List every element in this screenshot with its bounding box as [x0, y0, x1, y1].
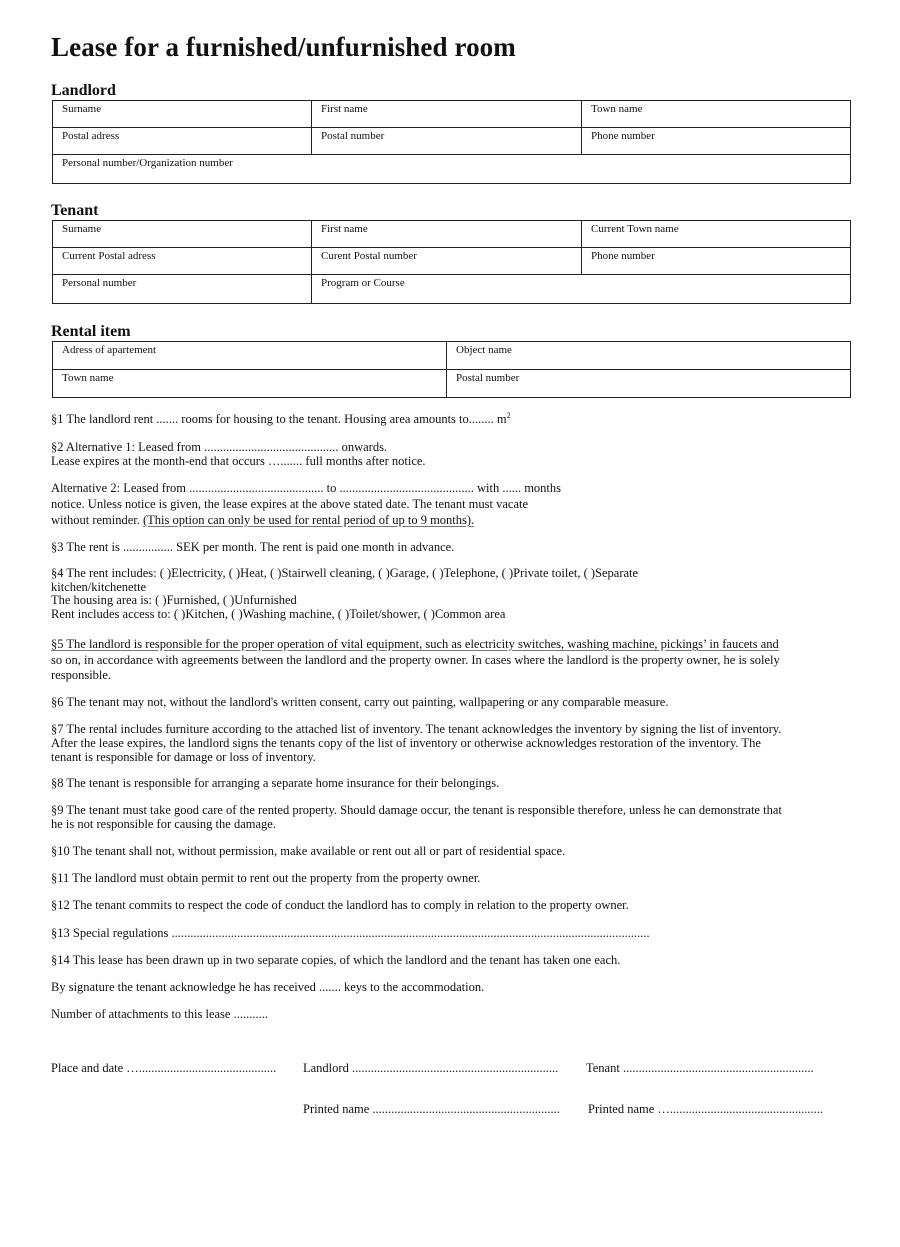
clause-11: §11 The landlord must obtain permit to rent out the property from the property owner. [51, 871, 481, 885]
alt2-line-3a: without reminder. [51, 513, 143, 527]
alt2-line-1: Alternative 2: Leased from ........................................... to ........................................... with ...... months [51, 481, 562, 495]
clause-2-line-2: Lease expires at the month-end that occurs …....... full months after notice. [51, 454, 426, 468]
attachments-count: Number of attachments to this lease ........... [51, 1007, 268, 1021]
tenant-table [52, 220, 851, 304]
clause-14: §14 This lease has been drawn up in two separate copies, of which the landlord and the tenant has taken one each. [51, 953, 621, 967]
clause-1 [51, 412, 851, 426]
landlord-town-name-field[interactable]: Town name [582, 101, 851, 128]
alt2-line-3b: (This option can only be used for rental period of up to 9 months). [143, 513, 475, 527]
clause-4-line-1: §4 The rent includes: ( )Electricity, ( )Heat, ( )Stairwell cleaning, ( )Garage, ( )Telephone, ( )Private toilet, ( )Separate [51, 566, 639, 580]
tenant-postal-number-field[interactable]: Curent Postal number [312, 248, 582, 275]
landlord-signature-line[interactable]: Landlord .................................................................. [303, 1061, 559, 1075]
landlord-heading: Landlord [51, 82, 116, 99]
tenant-postal-address-field[interactable]: Current Postal adress [53, 248, 312, 275]
clause-8: §8 The tenant is responsible for arranging a separate home insurance for their belongings. [51, 776, 500, 790]
clause-6: §6 The tenant may not, without the landlord's written consent, carry out painting, wallpapering or any comparable measure. [51, 695, 669, 709]
clause-4 [51, 567, 851, 621]
clause-9 [51, 803, 851, 831]
clause-1-sup: 2 [506, 411, 511, 420]
landlord-postal-address-field[interactable]: Postal adress [53, 128, 312, 155]
place-and-date-line[interactable]: Place and date …............................................ [51, 1061, 277, 1075]
tenant-program-field[interactable]: Program or Course [312, 275, 851, 304]
tenant-town-name-field[interactable]: Current Town name [582, 221, 851, 248]
clause-2-line-1: §2 Alternative 1: Leased from ........................................... onwards. [51, 440, 388, 454]
tenant-phone-field[interactable]: Phone number [582, 248, 851, 275]
tenant-surname-field[interactable]: Surname [53, 221, 312, 248]
tenant-printed-name-line[interactable]: Printed name …................................................. [588, 1102, 824, 1116]
alt2-line-2: notice. Unless notice is given, the lease expires at the above stated date. The tenant must vacate [51, 497, 529, 511]
landlord-printed-name-line[interactable]: Printed name ............................................................ [303, 1102, 560, 1116]
clause-5-line-3: responsible. [51, 668, 112, 682]
rental-item-heading: Rental item [51, 323, 131, 340]
tenant-personal-number-field[interactable]: Personal number [53, 275, 312, 304]
clause-4-line-3: The housing area is: ( )Furnished, ( )Unfurnished [51, 593, 297, 607]
clause-7-line-3: tenant is responsible for damage or loss of inventory. [51, 750, 316, 764]
landlord-surname-field[interactable]: Surname [53, 101, 312, 128]
clause-7 [51, 722, 851, 764]
tenant-signature-line[interactable]: Tenant ............................................................. [586, 1061, 814, 1075]
tenant-heading: Tenant [51, 202, 99, 219]
landlord-postal-number-field[interactable]: Postal number [312, 128, 582, 155]
clause-12: §12 The tenant commits to respect the code of conduct the landlord has to comply in relation to the property owner. [51, 898, 629, 912]
clause-2 [51, 440, 851, 468]
clause-4-line-4: Rent includes access to: ( )Kitchen, ( )Washing machine, ( )Toilet/shower, ( )Common area [51, 606, 506, 621]
landlord-phone-field[interactable]: Phone number [582, 128, 851, 155]
keys-acknowledgement: By signature the tenant acknowledge he has received ....... keys to the accommodation. [51, 980, 485, 994]
landlord-table [52, 100, 851, 184]
document-title: Lease for a furnished/unfurnished room [51, 32, 516, 62]
clause-2-alternative-2 [51, 480, 851, 528]
rental-town-name-field[interactable]: Town name [53, 370, 447, 398]
clause-13: §13 Special regulations ......................................................................................................................................................... [51, 926, 650, 940]
clause-3: §3 The rent is ................ SEK per month. The rent is paid one month in advance. [51, 540, 455, 554]
clause-7-line-1: §7 The rental includes furniture according to the attached list of inventory. The tenant acknowledges the inventory by signing the list of inventory. [51, 722, 782, 736]
clause-10: §10 The tenant shall not, without permission, make available or rent out all or part of residential space. [51, 844, 566, 858]
clause-9-line-1: §9 The tenant must take good care of the rented property. Should damage occur, the tenant is responsible therefore, unless he can demonstrate that [51, 803, 782, 817]
rental-item-table [52, 341, 851, 398]
clause-1-text: §1 The landlord rent ....... rooms for housing to the tenant. Housing area amounts to........ m [51, 412, 507, 426]
clause-5-line-2: so on, in accordance with agreements between the landlord and the property owner. In cases where the landlord is the property owner, he is solely [51, 652, 780, 667]
apartment-address-field[interactable]: Adress of apartement [53, 342, 447, 370]
clause-5-line-1: §5 The landlord is responsible for the proper operation of vital equipment, such as electricity switches, washing machine, pickings’ in faucets and [51, 637, 779, 651]
alt2-line-3 [51, 512, 851, 528]
clause-5 [51, 637, 851, 684]
rental-postal-number-field[interactable]: Postal number [447, 370, 851, 398]
clause-9-line-2: he is not responsible for causing the damage. [51, 817, 276, 831]
tenant-first-name-field[interactable]: First name [312, 221, 582, 248]
clause-4-line-2: kitchen/kitchenette [51, 579, 147, 594]
landlord-first-name-field[interactable]: First name [312, 101, 582, 128]
landlord-personal-number-field[interactable]: Personal number/Organization number [53, 155, 851, 184]
clause-7-line-2: After the lease expires, the landlord signs the tenants copy of the list of inventory or otherwise acknowledges restoration of the inventory. The [51, 736, 761, 750]
object-name-field[interactable]: Object name [447, 342, 851, 370]
